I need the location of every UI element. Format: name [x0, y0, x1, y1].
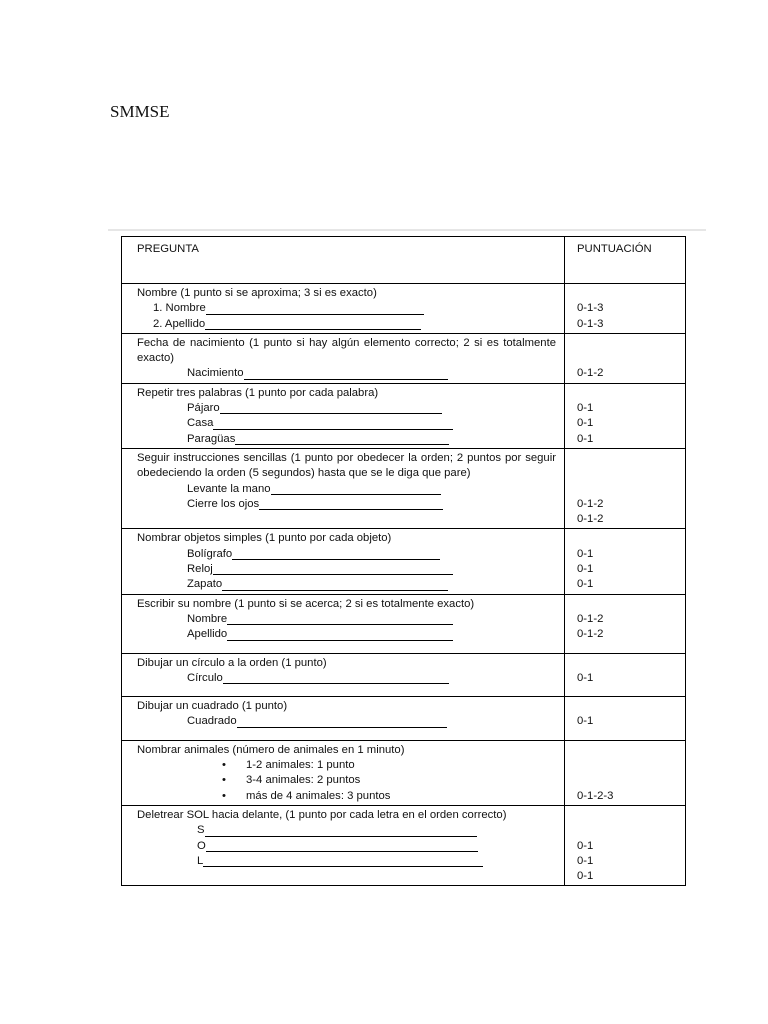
- score-value: 0-1-2-3: [577, 789, 614, 802]
- section-title: Repetir tres palabras (1 punto por cada palabra): [137, 386, 379, 399]
- score-cell: [565, 740, 686, 805]
- answer-item: [187, 714, 556, 729]
- question-cell: [122, 697, 565, 741]
- bullet-item: [222, 758, 556, 773]
- item-label: Nombre: [187, 612, 228, 625]
- answer-item: [187, 612, 556, 627]
- score-value: 0-1-2: [577, 628, 604, 641]
- score-value: 0-1: [577, 547, 594, 560]
- section-title: Dibujar un círculo a la orden (1 punto): [137, 656, 327, 669]
- score-value: 0-1: [577, 870, 594, 883]
- document-title: SMMSE: [110, 102, 170, 121]
- score-cell: [565, 805, 686, 885]
- item-label: L: [197, 854, 204, 867]
- item-label: Nacimiento: [187, 367, 244, 380]
- bullet-icon: •: [222, 774, 226, 787]
- section-title: Dibujar un cuadrado (1 punto): [137, 700, 288, 713]
- table-row: [122, 284, 686, 334]
- question-cell: [122, 448, 565, 528]
- section-title: Nombre (1 punto si se aproxima; 3 si es exacto): [137, 287, 377, 299]
- answer-item: [187, 577, 556, 592]
- answer-item: [197, 823, 556, 838]
- score-cell: [565, 594, 686, 653]
- table-row: [122, 594, 686, 653]
- item-label: Cuadrado: [187, 715, 237, 728]
- item-label: Paragüas: [187, 432, 236, 445]
- answer-blank: [244, 379, 448, 380]
- answer-item: [187, 416, 556, 431]
- question-cell: [122, 594, 565, 653]
- section-title: Fecha de nacimiento (1 punto si hay algún elemento correcto; 2 si es totalmente exacto): [137, 336, 556, 365]
- question-cell: [122, 805, 565, 885]
- score-cell: [565, 383, 686, 448]
- score-value: 0-1: [577, 854, 594, 867]
- score-value: 0-1-2: [577, 513, 604, 526]
- item-label: Levante la mano: [187, 482, 271, 495]
- answer-item: [197, 839, 556, 854]
- bullet-icon: •: [222, 759, 226, 772]
- answer-item: [187, 366, 556, 381]
- score-value: 0-1-2: [577, 497, 604, 510]
- score-cell: [565, 448, 686, 528]
- answer-item: [197, 854, 556, 869]
- answer-blank: [227, 624, 453, 625]
- answer-item: [187, 562, 556, 577]
- table-row: [122, 333, 686, 383]
- answer-blank: [206, 851, 478, 852]
- score-value: 0-1: [577, 417, 594, 430]
- answer-blank: [222, 590, 448, 591]
- answer-item: [153, 301, 556, 316]
- answer-blank: [223, 683, 449, 684]
- score-value: 0-1: [577, 402, 594, 415]
- item-label: Bolígrafo: [187, 547, 233, 560]
- answer-item: [187, 627, 556, 642]
- answer-blank: [213, 574, 453, 575]
- question-cell: [122, 333, 565, 383]
- answer-item: [153, 317, 556, 332]
- score-value: 0-1-2: [577, 612, 604, 625]
- answer-blank: [205, 329, 421, 330]
- table-row: [122, 697, 686, 741]
- score-value: 0-1: [577, 839, 594, 852]
- answer-item: [187, 401, 556, 416]
- section-title: Seguir instrucciones sencillas (1 punto por obedecer la orden; 2 puntos por seguir obedeciendo la orden (5 segundos) hasta que se le diga que pare): [137, 451, 556, 480]
- table-row: [122, 740, 686, 805]
- item-label: Apellido: [187, 628, 228, 641]
- header-question: PREGUNTA: [122, 237, 565, 284]
- question-cell: [122, 383, 565, 448]
- bullet-item: [222, 789, 556, 804]
- section-title: Deletrear SOL hacia delante, (1 punto por cada letra en el orden correcto): [137, 808, 507, 821]
- header-score: PUNTUACIÓN: [565, 237, 686, 284]
- question-cell: [122, 529, 565, 594]
- question-cell: [122, 653, 565, 697]
- item-label: 1. Nombre: [153, 302, 206, 315]
- bullet-text: 3-4 animales: 2 puntos: [246, 774, 361, 787]
- answer-item: [187, 547, 556, 562]
- item-label: Cierre los ojos: [187, 497, 260, 510]
- table-row: [122, 448, 686, 528]
- score-value: 0-1-3: [577, 302, 604, 315]
- table-row: [122, 653, 686, 697]
- score-value: 0-1: [577, 432, 594, 445]
- score-cell: [565, 653, 686, 697]
- table-row: [122, 529, 686, 594]
- score-value: 0-1: [577, 671, 594, 684]
- section-title: Escribir su nombre (1 punto si se acerca; 2 si es totalmente exacto): [137, 597, 475, 610]
- answer-blank: [271, 494, 441, 495]
- answer-blank: [235, 444, 449, 445]
- score-value: 0-1: [577, 578, 594, 591]
- score-cell: [565, 284, 686, 334]
- answer-blank: [213, 429, 453, 430]
- answer-blank: [237, 727, 447, 728]
- score-cell: [565, 697, 686, 741]
- answer-item: [187, 432, 556, 447]
- score-value: 0-1-3: [577, 317, 604, 330]
- item-label: Zapato: [187, 578, 223, 591]
- score-cell: [565, 333, 686, 383]
- smmse-table: [121, 236, 686, 886]
- answer-item: [187, 482, 556, 497]
- bullet-text: 1-2 animales: 1 punto: [246, 759, 355, 772]
- item-label: S: [197, 824, 205, 837]
- table-header-row: [122, 237, 686, 284]
- table-row: [122, 805, 686, 885]
- bullet-icon: •: [222, 789, 226, 802]
- score-value: 0-1-2: [577, 367, 604, 380]
- score-value: 0-1: [577, 715, 594, 728]
- bullet-item: [222, 773, 556, 788]
- answer-blank: [259, 509, 443, 510]
- item-label: O: [197, 839, 206, 852]
- score-value: 0-1: [577, 563, 594, 576]
- item-label: Pájaro: [187, 402, 220, 415]
- answer-blank: [203, 866, 483, 867]
- score-cell: [565, 529, 686, 594]
- answer-item: [187, 497, 556, 512]
- question-cell: [122, 740, 565, 805]
- divider-line: [108, 229, 706, 231]
- item-label: Círculo: [187, 671, 223, 684]
- answer-blank: [206, 314, 424, 315]
- item-label: Casa: [187, 417, 214, 430]
- section-title: Nombrar objetos simples (1 punto por cada objeto): [137, 532, 392, 545]
- answer-blank: [205, 836, 477, 837]
- answer-blank: [232, 559, 440, 560]
- answer-blank: [227, 640, 453, 641]
- bullet-text: más de 4 animales: 3 puntos: [246, 789, 391, 802]
- answer-item: [187, 671, 556, 686]
- question-cell: [122, 284, 565, 334]
- section-title: Nombrar animales (número de animales en 1 minuto): [137, 743, 405, 756]
- item-label: 2. Apellido: [153, 317, 206, 330]
- answer-blank: [220, 413, 442, 414]
- table-row: [122, 383, 686, 448]
- item-label: Reloj: [187, 563, 213, 576]
